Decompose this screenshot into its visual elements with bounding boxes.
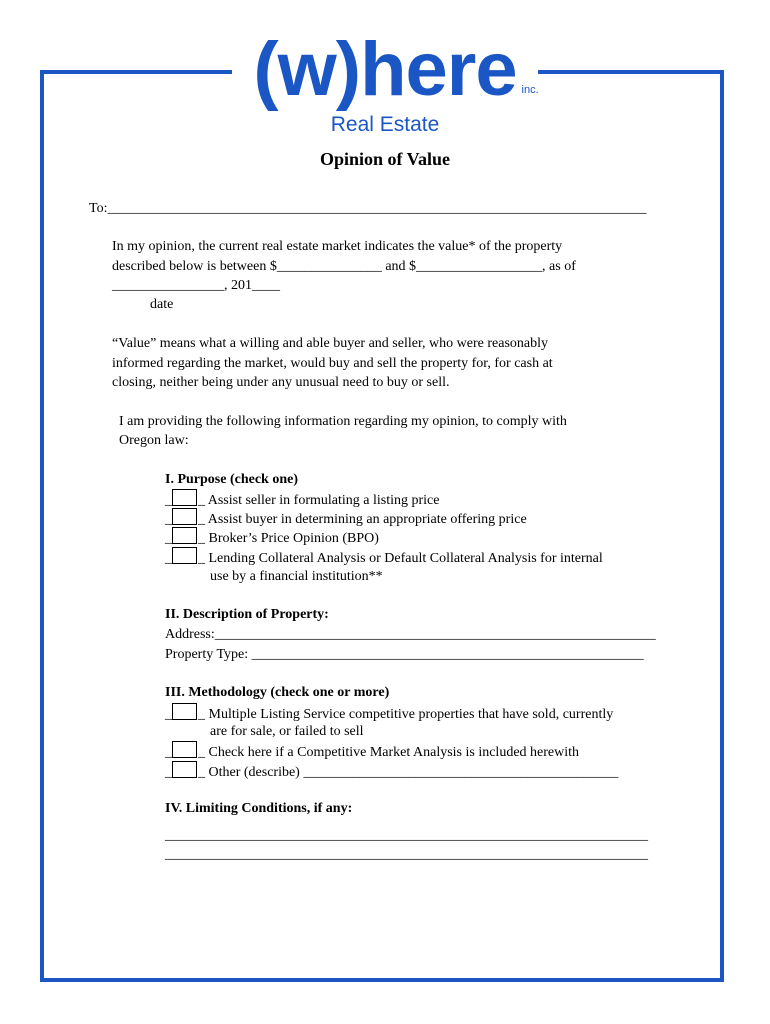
checkbox[interactable] — [172, 527, 197, 544]
value-definition-line-1: “Value” means what a willing and able buyer and seller, who were reasonably — [112, 336, 548, 351]
methodology-option-2-label: Check here if a Competitive Market Analysis is included herewith — [208, 745, 580, 760]
checkbox[interactable] — [172, 489, 197, 506]
purpose-option-1[interactable]: _ _ Assist seller in formulating a listing price — [165, 489, 439, 510]
methodology-option-1[interactable]: _ _ Multiple Listing Service competitive properties that have sold, currently — [165, 703, 613, 724]
purpose-option-1-label: Assist seller in formulating a listing price — [207, 493, 440, 508]
logo-main-text: (w)here — [253, 27, 517, 112]
methodology-option-1-continued: are for sale, or failed to sell — [210, 724, 364, 739]
value-definition-line-3: closing, neither being under any unusual need to buy or sell. — [112, 375, 450, 390]
document-title: Opinion of Value — [319, 149, 451, 169]
checkbox[interactable] — [172, 703, 197, 720]
providing-line-1: I am providing the following information regarding my opinion, to comply with — [119, 414, 567, 429]
checkbox[interactable] — [172, 547, 197, 564]
limiting-conditions-line-2[interactable]: _____________________________________________________________________ — [165, 847, 648, 862]
purpose-option-4[interactable]: _ _ Lending Collateral Analysis or Default Collateral Analysis for internal — [165, 547, 603, 568]
methodology-option-3-label: Other (describe) _____________________________________________ — [208, 765, 619, 780]
purpose-option-4-label: Lending Collateral Analysis or Default Collateral Analysis for internal — [208, 551, 603, 566]
purpose-option-3[interactable]: _ _ Broker’s Price Opinion (BPO) — [165, 527, 379, 548]
value-definition-line-2: informed regarding the market, would buy and sell the property for, for cash at — [112, 356, 553, 371]
date-caption: date — [150, 297, 174, 312]
logo-inc: inc. — [521, 84, 539, 96]
checkbox[interactable] — [172, 741, 197, 758]
methodology-option-1-label: Multiple Listing Service competitive properties that have sold, currently — [208, 707, 614, 722]
purpose-option-3-label: Broker’s Price Opinion (BPO) — [208, 531, 379, 546]
logo-subtitle: Real Estate — [330, 113, 440, 136]
purpose-option-2-label: Assist buyer in determining an appropriate offering price — [207, 512, 527, 527]
methodology-option-3[interactable]: _ _ Other (describe) _____________________________________________ — [165, 761, 618, 782]
logo-wordmark — [253, 27, 539, 112]
property-type-field[interactable]: Property Type: ________________________________________________________ — [165, 647, 644, 662]
limiting-conditions-heading: IV. Limiting Conditions, if any: — [165, 801, 353, 816]
opinion-line-3[interactable]: ________________, 201____ — [112, 278, 280, 293]
purpose-option-2[interactable]: _ _ Assist buyer in determining an appropriate offering price — [165, 508, 527, 529]
methodology-option-2[interactable]: _ _ Check here if a Competitive Market Analysis is included herewith — [165, 741, 579, 762]
description-heading: II. Description of Property: — [165, 607, 329, 622]
checkbox[interactable] — [172, 761, 197, 778]
opinion-line-1: In my opinion, the current real estate market indicates the value* of the property — [112, 239, 563, 254]
purpose-option-4-continued: use by a financial institution** — [210, 569, 383, 584]
methodology-heading: III. Methodology (check one or more) — [165, 685, 390, 700]
purpose-heading: I. Purpose (check one) — [165, 472, 298, 487]
checkbox[interactable] — [172, 508, 197, 525]
address-field[interactable]: Address:_______________________________________________________________ — [165, 627, 656, 642]
limiting-conditions-line-1[interactable]: _____________________________________________________________________ — [165, 828, 648, 843]
providing-line-2: Oregon law: — [119, 433, 189, 448]
opinion-line-2[interactable]: described below is between $_______________ and $__________________, as of — [112, 259, 576, 274]
to-field[interactable]: To:_____________________________________________________________________________ — [89, 201, 647, 216]
company-logo — [232, 27, 539, 137]
